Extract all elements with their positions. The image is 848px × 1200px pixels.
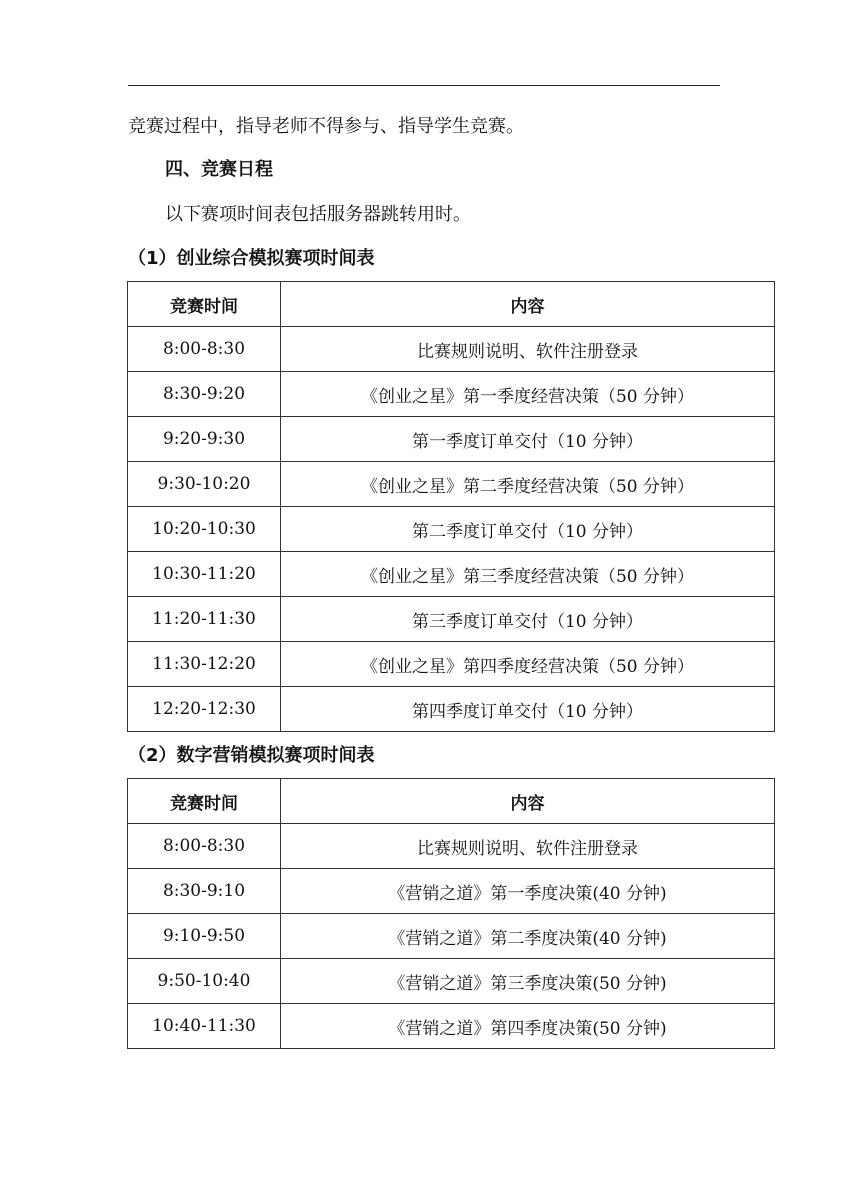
table2-caption: （2）数字营销模拟赛项时间表 xyxy=(128,745,375,766)
cell-content: 《营销之道》第一季度决策(40 分钟) xyxy=(281,869,775,914)
cell-time: 8:00-8:30 xyxy=(128,824,281,869)
header-content: 内容 xyxy=(281,282,775,327)
cell-content: 第二季度订单交付（10 分钟） xyxy=(281,507,775,552)
table-header-row xyxy=(128,282,775,327)
cell-content: 《创业之星》第一季度经营决策（50 分钟） xyxy=(281,372,775,417)
header-time: 竞赛时间 xyxy=(128,779,281,824)
table-row xyxy=(128,507,775,552)
table-row xyxy=(128,869,775,914)
section-heading-schedule: 四、竞赛日程 xyxy=(165,159,273,180)
cell-content: 比赛规则说明、软件注册登录 xyxy=(281,824,775,869)
cell-content: 第三季度订单交付（10 分钟） xyxy=(281,597,775,642)
cell-time: 8:00-8:30 xyxy=(128,327,281,372)
header-content: 内容 xyxy=(281,779,775,824)
cell-time: 12:20-12:30 xyxy=(128,687,281,732)
table-row xyxy=(128,1004,775,1049)
table-header-row xyxy=(128,779,775,824)
table-row xyxy=(128,417,775,462)
table-row xyxy=(128,914,775,959)
cell-time: 8:30-9:20 xyxy=(128,372,281,417)
table1-caption: （1）创业综合模拟赛项时间表 xyxy=(128,248,375,269)
cell-content: 《创业之星》第四季度经营决策（50 分钟） xyxy=(281,642,775,687)
cell-content: 《营销之道》第三季度决策(50 分钟) xyxy=(281,959,775,1004)
table-row xyxy=(128,462,775,507)
table-row xyxy=(128,327,775,372)
cell-time: 9:30-10:20 xyxy=(128,462,281,507)
header-time: 竞赛时间 xyxy=(128,282,281,327)
cell-time: 10:30-11:20 xyxy=(128,552,281,597)
cell-content: 比赛规则说明、软件注册登录 xyxy=(281,327,775,372)
cell-time: 10:20-10:30 xyxy=(128,507,281,552)
paragraph-instructor-rule: 竞赛过程中，指导老师不得参与、指导学生竞赛。 xyxy=(128,116,524,137)
cell-time: 10:40-11:30 xyxy=(128,1004,281,1049)
table-row xyxy=(128,824,775,869)
cell-time: 11:20-11:30 xyxy=(128,597,281,642)
table-row xyxy=(128,687,775,732)
cell-content: 第四季度订单交付（10 分钟） xyxy=(281,687,775,732)
cell-content: 《营销之道》第二季度决策(40 分钟) xyxy=(281,914,775,959)
table-row xyxy=(128,597,775,642)
cell-time: 11:30-12:20 xyxy=(128,642,281,687)
header-rule xyxy=(128,85,720,86)
cell-time: 8:30-9:10 xyxy=(128,869,281,914)
cell-content: 第一季度订单交付（10 分钟） xyxy=(281,417,775,462)
cell-time: 9:50-10:40 xyxy=(128,959,281,1004)
table-row xyxy=(128,552,775,597)
cell-content: 《创业之星》第二季度经营决策（50 分钟） xyxy=(281,462,775,507)
table-row xyxy=(128,372,775,417)
paragraph-schedule-note: 以下赛项时间表包括服务器跳转用时。 xyxy=(165,204,471,225)
cell-time: 9:10-9:50 xyxy=(128,914,281,959)
table-row xyxy=(128,642,775,687)
table-row xyxy=(128,959,775,1004)
cell-content: 《营销之道》第四季度决策(50 分钟) xyxy=(281,1004,775,1049)
schedule-table-digital-marketing xyxy=(127,778,775,1049)
cell-content: 《创业之星》第三季度经营决策（50 分钟） xyxy=(281,552,775,597)
cell-time: 9:20-9:30 xyxy=(128,417,281,462)
schedule-table-entrepreneurship xyxy=(127,281,775,732)
